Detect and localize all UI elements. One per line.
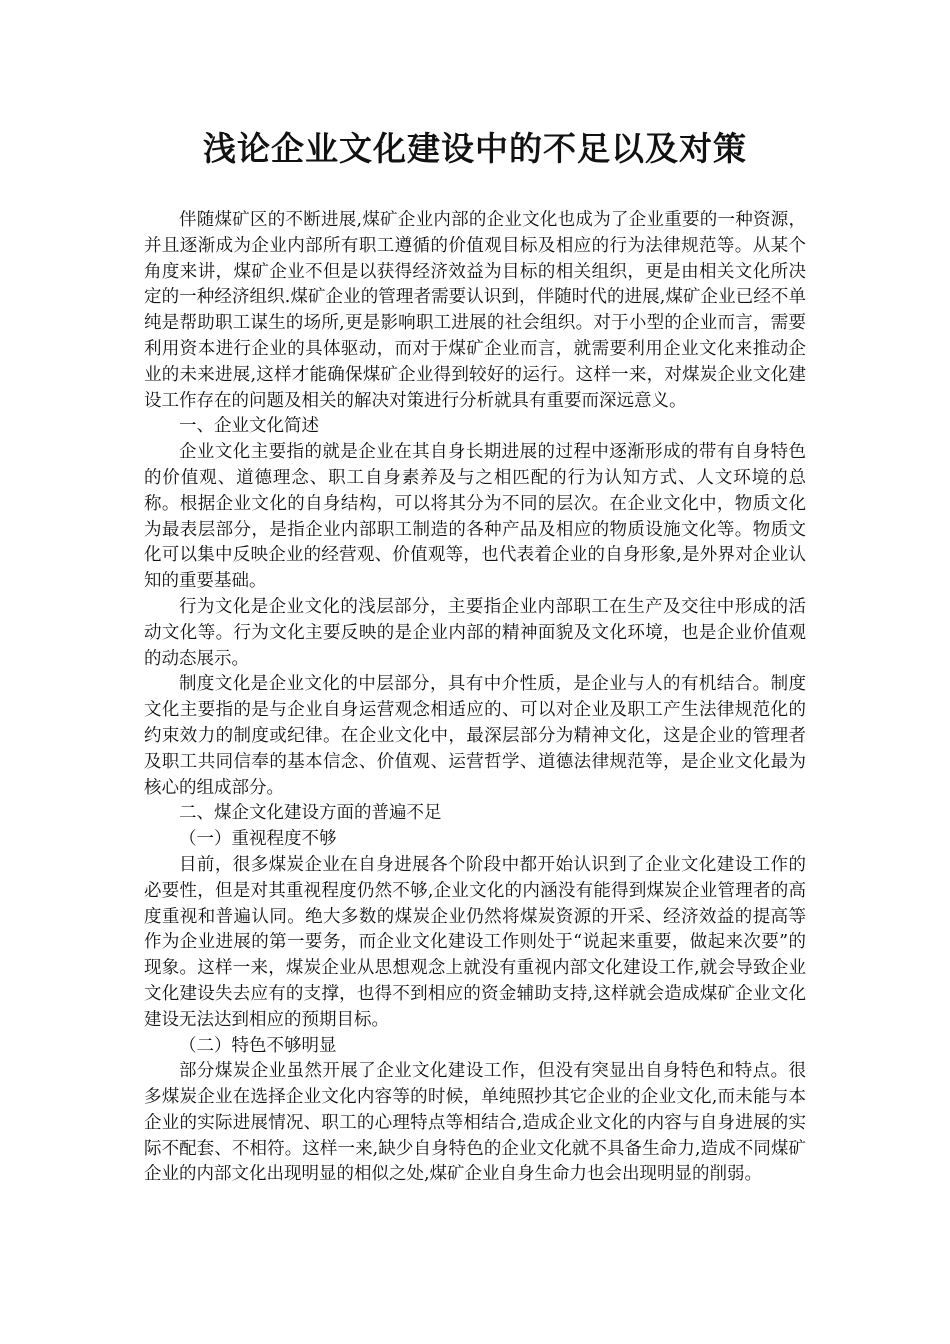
body-paragraph: 行为文化是企业文化的浅层部分，主要指企业内部职工在生产及交往中形成的活动文化等。行为文化主要反映的是企业内部的精神面貌及文化环境，也是企业价值观的动态展示。 xyxy=(144,596,806,669)
subsection-heading: （二）特色不够明显 xyxy=(179,1035,337,1056)
document-title: 浅论企业文化建设中的不足以及对策 xyxy=(203,129,747,168)
subsection-heading: （一）重视程度不够 xyxy=(179,829,337,850)
body-paragraph: 部分煤炭企业虽然开展了企业文化建设工作，但没有突显出自身特色和特点。很多煤炭企业在选择企业文化内容等的时候，单纯照抄其它企业的企业文化,而未能与本企业的实际进展情况、职工的心理特点等相结合,造成企业文化的内容与自身进展的实际不配套、不相符。这样一来,缺少自身特色的企业文化就不具备生命力,造成不同煤矿企业的内部文化出现明显的相似之处,煤矿企业自身生命力也会出现明显的削弱。 xyxy=(144,1061,806,1185)
section-heading: 二、煤企文化建设方面的普遍不足 xyxy=(179,803,442,824)
body-paragraph: 企业文化主要指的就是企业在其自身长期进展的过程中逐渐形成的带有自身特色的价值观、道德理念、职工自身素养及与之相匹配的行为认知方式、人文环境的总称。根据企业文化的自身结构，可以将其分为不同的层次。在企业文化中，物质文化为最表层部分，是指企业内部职工制造的各种产品及相应的物质设施文化等。物质文化可以集中反映企业的经营观、价值观等，也代表着企业的自身形象,是外界对企业认知的重要基础。 xyxy=(144,442,806,592)
body-paragraph: 制度文化是企业文化的中层部分，具有中介性质，是企业与人的有机结合。制度文化主要指的是与企业自身运营观念相适应的、可以对企业及职工产生法律规范化的约束效力的制度或纪律。在企业文化中，最深层部分为精神文化，这是企业的管理者及职工共同信奉的基本信念、价值观、运营哲学、道德法律规范等，是企业文化最为核心的组成部分。 xyxy=(144,674,806,798)
body-paragraph: 目前，很多煤炭企业在自身进展各个阶段中都开始认识到了企业文化建设工作的必要性，但是对其重视程度仍然不够,企业文化的内涵没有能得到煤炭企业管理者的高度重视和普遍认同。绝大多数的煤炭企业仍然将煤炭资源的开采、经济效益的提高等作为企业进展的第一要务，而企业文化建设工作则处于“说起来重要，做起来次要”的现象。这样一来，煤炭企业从思想观念上就没有重视内部文化建设工作,就会导致企业文化建设失去应有的支撑，也得不到相应的资金辅助支持,这样就会造成煤矿企业文化建设无法达到相应的预期目标。 xyxy=(144,854,806,1030)
body-paragraph: 伴随煤矿区的不断进展,煤矿企业内部的企业文化也成为了企业重要的一种资源，并且逐渐成为企业内部所有职工遵循的价值观目标及相应的行为法律规范等。从某个角度来讲，煤矿企业不但是以获得经济效益为目标的相关组织，更是由相关文化所决定的一种经济组织.煤矿企业的管理者需要认识到，伴随时代的进展,煤矿企业已经不单纯是帮助职工谋生的场所,更是影响职工进展的社会组织。对于小型的企业而言，需要利用资本进行企业的具体驱动，而对于煤矿企业而言，就需要利用企业文化来推动企业的未来进展,这样才能确保煤矿企业得到较好的运行。这样一来，对煤炭企业文化建设工作存在的问题及相关的解决对策进行分析就具有重要而深远意义。 xyxy=(144,210,806,411)
document-body xyxy=(144,208,806,1188)
section-heading: 一、企业文化简述 xyxy=(179,416,319,437)
